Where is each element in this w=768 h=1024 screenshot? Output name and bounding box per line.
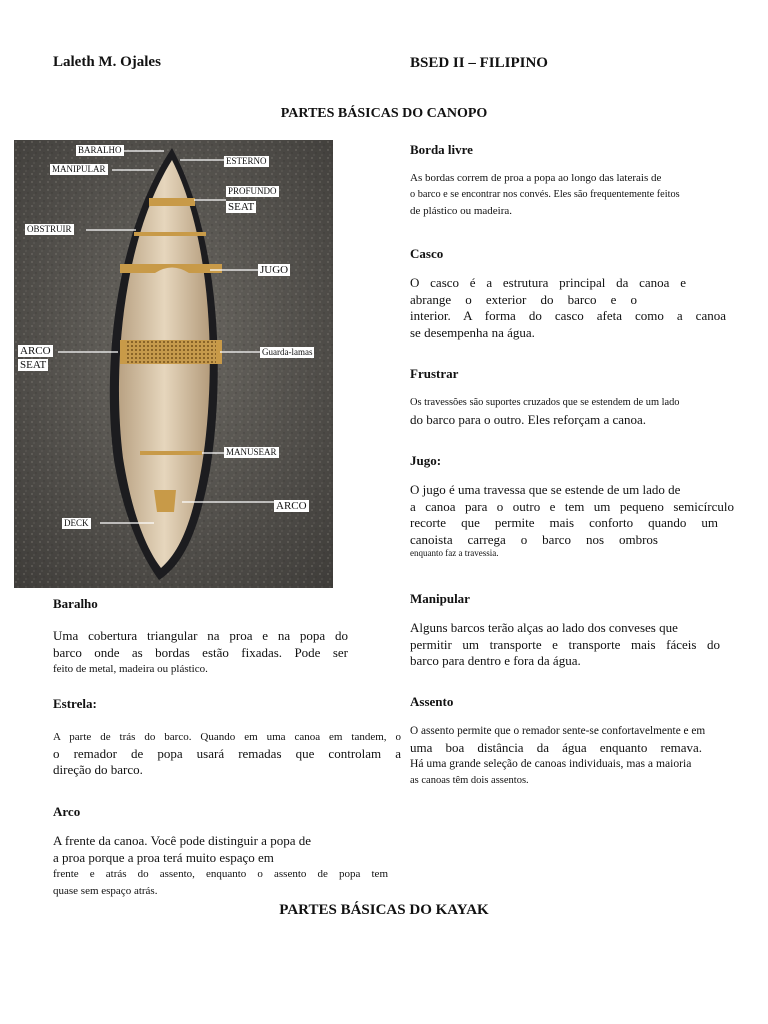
text-assento [410,723,753,789]
text-line: do barco para o outro. Eles reforçam a canoa. [410,411,647,427]
label-manipular: MANIPULAR [52,164,106,174]
text-line: Os travessões são suportes cruzados que se estendem de um lado [410,397,680,408]
text-line: enquanto faz a travessia. [410,548,499,558]
label-deck: DECK [64,518,89,528]
text-line: de plástico ou madeira. [410,205,513,217]
heading-estrela: Estrela: [53,696,97,711]
heading-frustrar: Frustrar [410,366,459,381]
text-line: A parte de trás do barco. Quando em uma canoa em tandem, o [53,731,401,743]
section-title-kayak: PARTES BÁSICAS DO KAYAK [279,902,489,918]
heading-assento: Assento [410,694,454,709]
text-line: a canoa para o outro e tem um pequeno semicírculo [410,498,734,514]
label-seat-top: SEAT [228,201,255,213]
text-line: Alguns barcos terão alças ao lado dos conveses que [410,620,678,635]
label-jugo: JUGO [260,264,289,276]
page-title: PARTES BÁSICAS DO CANOPO [280,106,488,121]
text-line: Uma cobertura triangular na proa e na popa do [53,628,348,643]
text-line: a proa porque a proa terá muito espaço em [53,849,274,865]
heading-baralho: Baralho [53,596,98,611]
seat [124,340,218,364]
text-line: permitir um transporte e transporte mais fáceis do [410,636,720,652]
heading-borda-livre: Borda livre [410,142,473,157]
text-frustrar [410,395,750,428]
label-arco-left: ARCO [20,345,51,357]
text-line: A frente da canoa. Você pode distinguir a popa de [53,833,311,848]
text-line: barco para dentro e fora da água. [410,653,581,668]
text-line: o remador de popa usará remadas que controlam a [53,745,401,761]
heading-jugo: Jugo: [410,453,442,468]
text-line: O casco é a estrutura principal da canoa e [410,275,686,290]
text-line: direção do barco. [53,762,143,777]
text-manipular [410,620,720,670]
text-casco [410,275,726,341]
text-line: o barco e se encontrar nos convés. Eles são frequentemente feitos [410,188,680,200]
text-borda-livre [410,170,730,220]
text-line: frente e atrás do assento, enquanto o assento de popa tem [53,868,388,880]
label-obstruir: OBSTRUIR [27,224,72,234]
course-name: BSED II – FILIPINO [410,55,548,71]
author-name: Laleth M. Ojales [53,54,161,70]
heading-arco: Arco [53,804,81,819]
text-line: uma boa distância da água enquanto remava. [410,739,702,755]
text-estrela [53,729,401,779]
text-line: O assento permite que o remador sente-se confortavelmente e em [410,725,706,737]
label-esterno: ESTERNO [226,156,267,166]
text-line: O jugo é uma travessa que se estende de um lado de [410,482,681,497]
text-line: recorte que permite mais conforto quando um [410,515,718,530]
text-line: barco onde as bordas estão fixadas. Pode ser [53,644,348,660]
label-arco-right: ARCO [276,500,307,512]
text-line: quase sem espaço atrás. [53,884,158,897]
text-line: canoista carrega o barco nos ombros [410,531,658,547]
text-line: abrange o exterior do barco e o [410,291,637,307]
text-line: interior. A forma do casco afeta como a canoa [410,308,726,323]
text-arco [53,833,388,899]
canoe-diagram [14,140,333,588]
text-line: se desempenha na água. [410,324,535,340]
text-line: feito de metal, madeira ou plástico. [53,663,208,675]
label-baralho: BARALHO [78,145,122,155]
text-jugo [410,482,734,559]
text-line: as canoas têm dois assentos. [410,774,529,786]
heading-casco: Casco [410,246,444,261]
text-line: As bordas correm de proa a popa ao longo das laterais de [410,172,662,184]
label-manusear: MANUSEAR [226,447,277,457]
label-seat-left: SEAT [20,359,47,371]
heading-manipular: Manipular [410,591,470,606]
label-guarda-lamas: Guarda-lamas [262,347,313,357]
label-profundo: PROFUNDO [228,186,277,196]
text-baralho [53,628,348,678]
text-line: Há uma grande seleção de canoas individuais, mas a maioria [410,757,692,770]
